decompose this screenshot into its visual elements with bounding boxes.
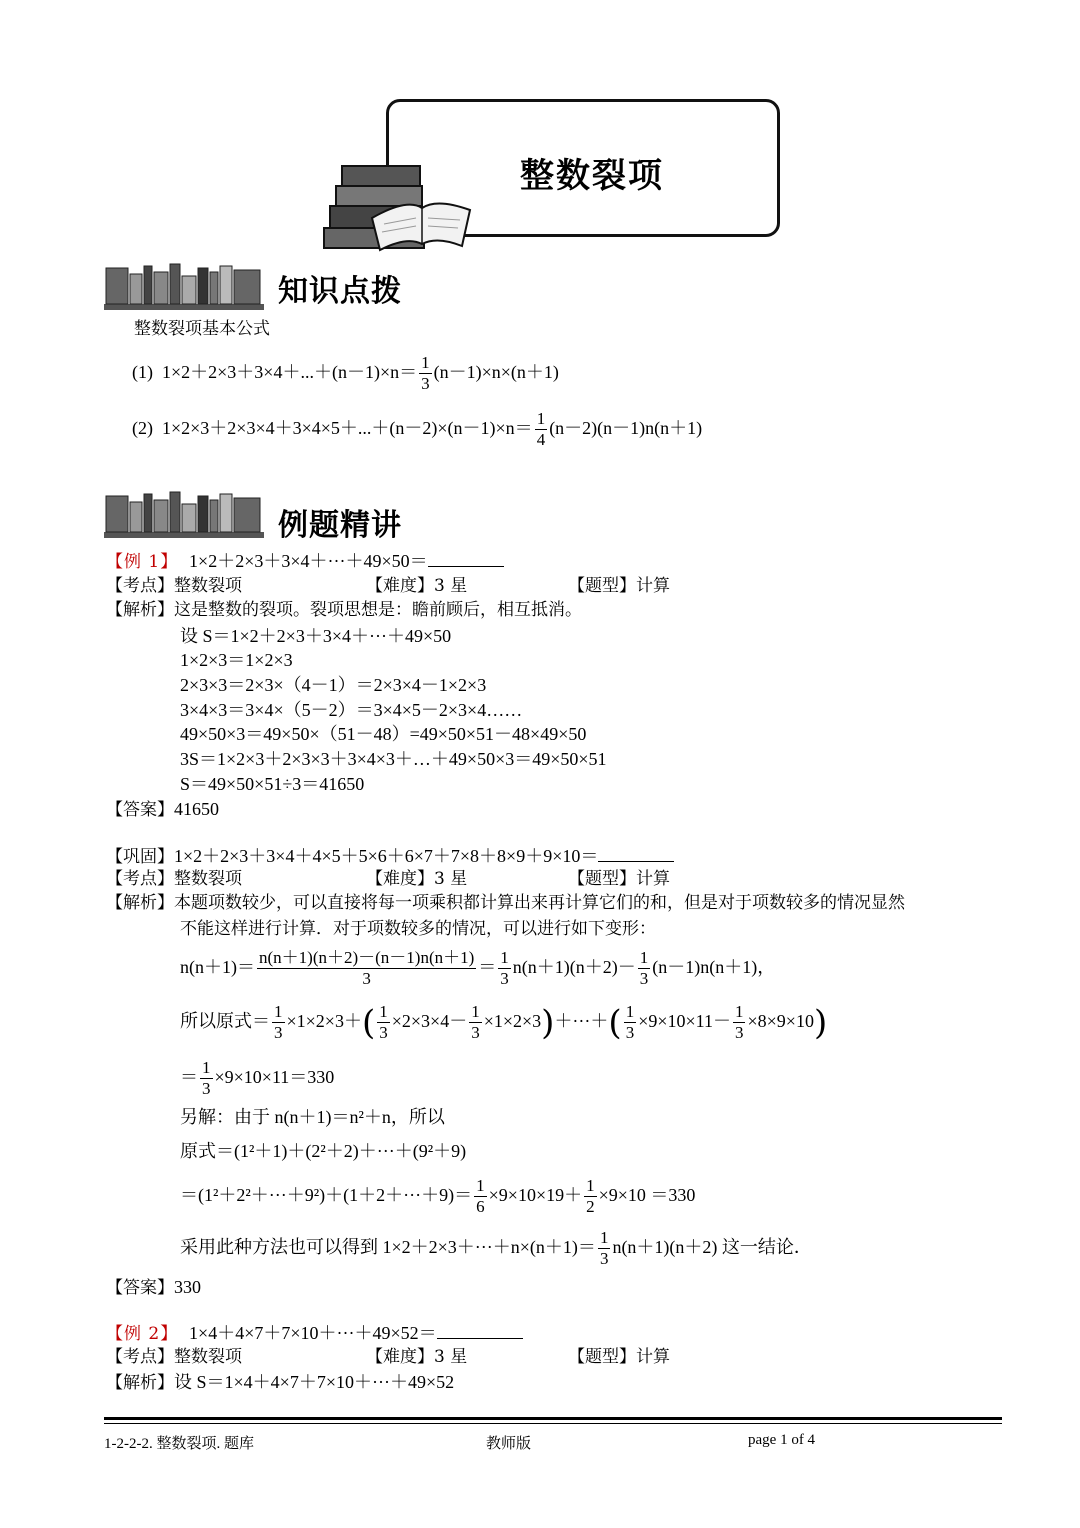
- footer-rule-thin: [104, 1423, 1002, 1424]
- equation-3: ＝ $\frac{1}{3}$ ×9×10×11＝330: [180, 1058, 335, 1099]
- equation-5: 原式＝(1²＋1)＋(2²＋2)＋···＋(9²＋9): [180, 1141, 467, 1161]
- example-1-difficulty: 【难度】3 星: [366, 576, 468, 596]
- footer-rule-thick: [104, 1417, 1002, 1420]
- example-1-meta: 【考点】整数裂项: [106, 576, 242, 596]
- equation-1: n(n＋1)＝ $\frac{n(n+1)(n+2)-(n-1)n(n+1)}{3}$ ＝ $\frac{1}{3}$ n(n＋1)(n＋2)－ $\frac{1}{3}$ (n－1)n(n＋1)，: [180, 948, 776, 989]
- section-heading-knowledge: 知识点拨: [278, 274, 402, 309]
- example-1-line-6: 3S＝1×2×3＋2×3×3＋3×4×3＋…＋49×50×3＝49×50×51: [180, 749, 607, 769]
- example-1-type: 【题型】计算: [568, 576, 670, 596]
- example-1-question: 【例 1】 1×2＋2×3＋3×4＋···＋49×50＝: [106, 550, 504, 573]
- example-2-point: 【考点】整数裂项: [106, 1347, 242, 1367]
- example-1-line-5: 49×50×3＝49×50×（51－48）=49×50×51－48×49×50: [180, 724, 587, 744]
- footer-center: 教师版: [486, 1436, 532, 1452]
- example-1-answer: 【答案】41650: [106, 799, 219, 820]
- footer-page-number: page 1 of 4: [748, 1432, 816, 1448]
- equation-6: ＝(1²＋2²＋···＋9²)＋(1＋2＋···＋9)＝ $\frac{1}{6}$ ×9×10×19＋ $\frac{1}{2}$ ×9×10 ＝330: [180, 1176, 696, 1217]
- example-2-difficulty: 【难度】3 星: [366, 1347, 468, 1367]
- section-heading-examples: 例题精讲: [278, 508, 402, 543]
- consolidate-point: 【考点】整数裂项: [106, 869, 242, 889]
- example-1-line-7: S＝49×50×51÷3＝41650: [180, 774, 365, 794]
- consolidate-analysis-2: 不能这样进行计算．对于项数较多的情况，可以进行如下变形：: [180, 919, 656, 939]
- consolidate-question: 【巩固】1×2＋2×3＋3×4＋4×5＋5×6＋6×7＋7×8＋8×9＋9×10＝: [106, 845, 674, 868]
- example-2-type: 【题型】计算: [568, 1347, 670, 1367]
- formula-2: (2) 1×2×3＋2×3×4＋3×4×5＋...＋(n－2)×(n－1)×n＝ $\frac{1}{4}$ (n－2)(n－1)n(n＋1): [132, 409, 703, 450]
- consolidate-answer: 【答案】330: [106, 1277, 201, 1298]
- books-shelf-icon: [104, 262, 264, 312]
- knowledge-intro: 整数裂项基本公式: [134, 319, 270, 339]
- example-1-line-3: 2×3×3＝2×3×（4－1）＝2×3×4－1×2×3: [180, 675, 487, 695]
- consolidate-type: 【题型】计算: [568, 869, 670, 889]
- example-1-line-1: 设 S＝1×2＋2×3＋3×4＋···＋49×50: [180, 626, 452, 646]
- equation-2: 所以原式＝ $\frac{1}{3}$ ×1×2×3＋( $\frac{1}{3}$ ×2×3×4－ $\frac{1}{3}$ ×1×2×3)＋···＋( $\frac{1}{3}$ ×9×10×11－ $\frac{1}{3}$ ×8×9×10): [180, 1002, 828, 1043]
- example-1-line-4: 3×4×3＝3×4×（5－2）＝3×4×5－2×3×4……: [180, 700, 523, 720]
- example-1-line-2: 1×2×3＝1×2×3: [180, 650, 293, 670]
- books-shelf-icon-2: [104, 490, 264, 540]
- consolidate-difficulty: 【难度】3 星: [366, 869, 468, 889]
- footer-left: 1-2-2-2. 整数裂项. 题库: [104, 1436, 254, 1452]
- example-1-analysis: 【解析】这是整数的裂项。裂项思想是：瞻前顾后，相互抵消。: [106, 600, 582, 620]
- consolidate-analysis-1: 【解析】本题项数较少，可以直接将每一项乘积都计算出来再计算它们的和，但是对于项数较多的情况显然: [106, 893, 905, 913]
- equation-4: 另解：由于 n(n＋1)＝n²＋n，所以: [180, 1107, 445, 1127]
- formula-1: (1) 1×2＋2×3＋3×4＋...＋(n－1)×n＝ $\frac{1}{3}$ (n－1)×n×(n＋1): [132, 353, 559, 394]
- example-2-analysis: 【解析】设 S＝1×4＋4×7＋7×10＋···＋49×52: [106, 1372, 455, 1393]
- page-title: 整数裂项: [520, 156, 664, 196]
- book-stack-icon: [322, 158, 472, 253]
- equation-7: 采用此种方法也可以得到 1×2＋2×3＋···＋n×(n＋1)＝ $\frac{1}{3}$ n(n＋1)(n＋2) 这一结论．: [180, 1228, 812, 1269]
- example-2-question: 【例 2】 1×4＋4×7＋7×10＋···＋49×52＝: [106, 1322, 523, 1345]
